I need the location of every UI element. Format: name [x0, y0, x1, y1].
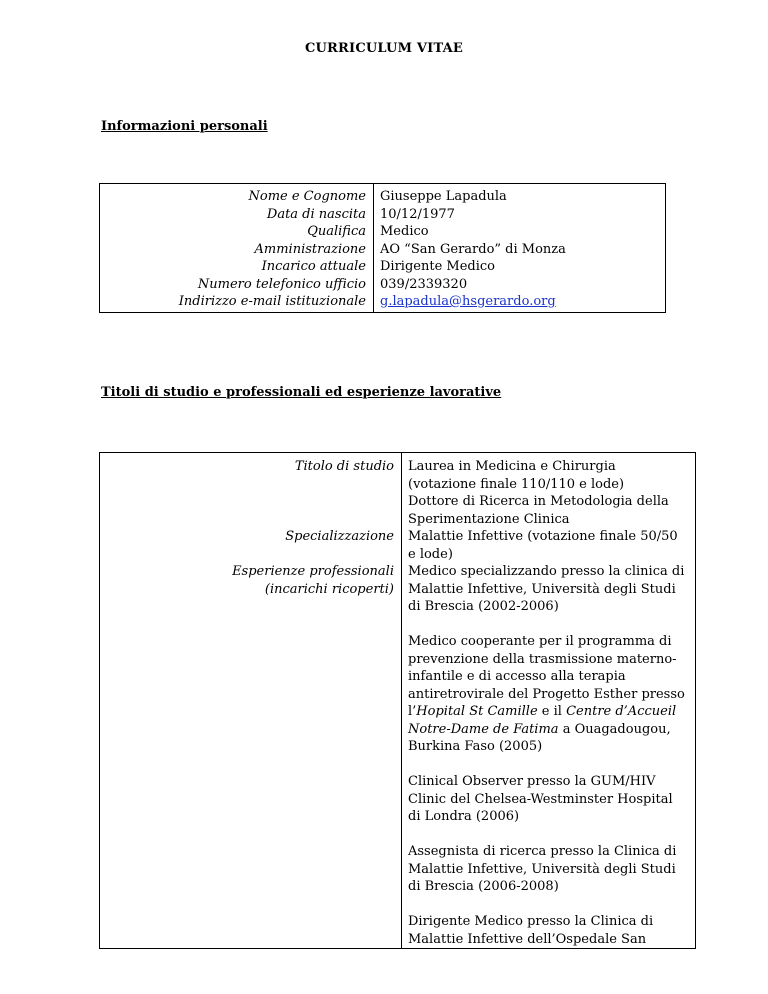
exp3-line-2: Clinic del Chelsea-Westminster Hospital — [408, 791, 673, 807]
value-current-role: Dirigente Medico — [380, 259, 495, 274]
exp2-line-5: l’Hopital St Camille e il Centre d’Accueil — [408, 704, 677, 719]
label-specializzazione: Specializzazione — [285, 529, 394, 544]
exp2-line-7: Burkina Faso (2005) — [408, 739, 543, 754]
label-titolo-di-studio: Titolo di studio — [294, 459, 394, 474]
value-laurea-line-1: Laurea in Medicina e Chirurgia — [408, 459, 616, 474]
exp1-line-3: di Brescia (2002-2006) — [408, 599, 559, 614]
value-name: Giuseppe Lapadula — [380, 189, 507, 204]
hopital-st-camille-name: Hopital St Camille — [416, 704, 538, 719]
label-incarichi-ricoperti: (incarichi ricoperti) — [264, 581, 394, 597]
label-email: Indirizzo e-mail istituzionale — [178, 294, 366, 309]
label-office-phone: Numero telefonico ufficio — [197, 276, 366, 292]
exp2-line-1: Medico cooperante per il programma di — [408, 634, 672, 649]
label-name: Nome e Cognome — [248, 189, 366, 204]
exp2-line-3: infantile e di accesso alla terapia — [408, 669, 626, 684]
page-title: CURRICULUM VITAE — [304, 41, 464, 56]
exp4-line-2: Malattie Infettive, Università degli Studi — [408, 861, 676, 877]
exp5-line-2: Malattie Infettive dell’Ospedale San — [408, 931, 647, 947]
value-office-phone: 039/2339320 — [380, 276, 468, 292]
value-birthdate: 10/12/1977 — [380, 206, 455, 222]
exp1-line-2: Malattie Infettive, Università degli Studi — [408, 581, 676, 597]
experience-entry-2 — [408, 633, 689, 756]
exp2-line-2: prevenzione della trasmissione materno- — [408, 651, 677, 667]
value-administration: AO “San Gerardo” di Monza — [380, 241, 566, 257]
email-link[interactable]: g.lapadula@hsgerardo.org — [380, 294, 556, 309]
personal-values-cell — [374, 184, 666, 313]
centre-daccueil-name: Centre d’Accueil — [566, 704, 677, 719]
exp2-line-4: antiretrovirale del Progetto Esther presso — [408, 686, 685, 702]
personal-labels-cell — [100, 184, 374, 313]
personal-info-table — [99, 183, 666, 313]
titles-labels-cell — [100, 453, 402, 949]
label-current-role: Incarico attuale — [261, 259, 366, 274]
value-dottore-line-1: Dottore di Ricerca in Metodologia della — [408, 494, 669, 509]
exp1-line-1: Medico specializzando presso la clinica di — [408, 564, 685, 579]
section-heading-personal: Informazioni personali — [101, 119, 268, 134]
label-esperienze-professionali: Esperienze professionali — [232, 564, 394, 579]
value-spec-line-2: e lode) — [408, 546, 453, 562]
label-birthdate: Data di nascita — [266, 206, 366, 222]
experience-entry-3 — [408, 773, 689, 826]
exp4-line-1: Assegnista di ricerca presso la Clinica di — [408, 844, 677, 859]
value-laurea-line-2: (votazione finale 110/110 e lode) — [408, 476, 625, 492]
titles-values-cell — [402, 453, 696, 949]
label-administration: Amministrazione — [254, 241, 366, 257]
value-qualification: Medico — [380, 224, 429, 239]
notre-dame-de-fatima-name: Notre-Dame de Fatima — [408, 721, 559, 737]
experience-entry-5 — [408, 913, 689, 948]
experience-entry-4 — [408, 843, 689, 896]
exp2-line-6: Notre-Dame de Fatima a Ouagadougou, — [408, 721, 671, 737]
exp4-line-3: di Brescia (2006-2008) — [408, 879, 559, 894]
exp3-line-1: Clinical Observer presso la GUM/HIV — [408, 774, 656, 789]
titles-table — [99, 452, 696, 949]
experience-entry-1 — [408, 563, 689, 616]
section-heading-titles: Titoli di studio e professionali ed esperienze lavorative — [101, 385, 502, 400]
label-qualification: Qualifica — [307, 224, 366, 239]
exp3-line-3: di Londra (2006) — [408, 809, 520, 824]
value-spec-line-1: Malattie Infettive (votazione finale 50/50 — [408, 529, 678, 544]
value-dottore-line-2: Sperimentazione Clinica — [408, 511, 570, 527]
exp5-line-1: Dirigente Medico presso la Clinica di — [408, 914, 654, 929]
